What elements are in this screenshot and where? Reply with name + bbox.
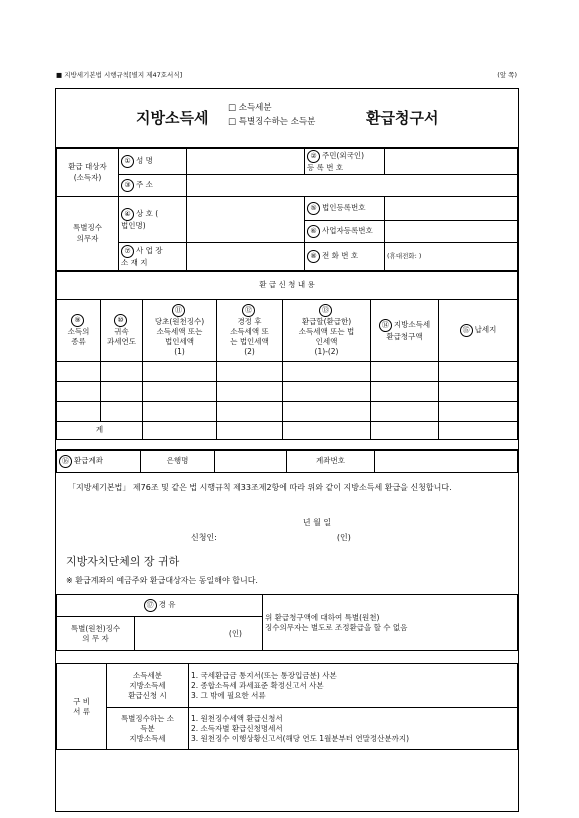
applicant-label: 환급 대상자 (소득자): [57, 149, 119, 197]
bank-field[interactable]: [215, 451, 287, 473]
account-label: ⑯ 환급계좌: [57, 451, 141, 473]
trade-label: ④ 상 호 ( 법인명): [119, 197, 187, 243]
confirm-table: [56, 594, 518, 651]
account-table: [56, 450, 518, 473]
tel-field[interactable]: (휴대전화: ): [385, 243, 518, 271]
option-income-tax[interactable]: □ 소득세분: [228, 103, 272, 113]
addressee: 지방자치단체의 장 귀하: [66, 555, 180, 569]
biz-label: ⑥ 사업자등록번호: [305, 221, 385, 243]
doc-group1-title: 소득세분 지방소득세 환급신청 시: [107, 664, 189, 708]
col-original-tax: ⑪ 당초(원천징수) 소득세액 또는 법인세액 (1): [143, 300, 217, 362]
addr-field[interactable]: [187, 175, 518, 197]
title-right: 환급청구서: [366, 109, 439, 127]
party-table: [56, 148, 518, 271]
corp-label: ⑤ 법인등록번호: [305, 197, 385, 221]
page-side: (앞 쪽): [497, 71, 517, 79]
name-label: ① 성 명: [119, 149, 187, 175]
table-row[interactable]: [57, 362, 518, 382]
acct-field[interactable]: [375, 451, 518, 473]
doc-group2-items: 1. 원천징수세액 환급신청서 2. 소득자별 환급신청명세서 3. 원천징수 이행상황신고서(해당 연도 1월분부터 연말정산분까지): [189, 708, 518, 750]
trade-field[interactable]: [187, 197, 305, 243]
doc-group2-title: 특별징수하는 소 득분 지방소득세: [107, 708, 189, 750]
total-row: 계: [57, 422, 518, 440]
loc-field[interactable]: [187, 243, 305, 271]
col-tax-year: ⑩ 귀속 과세연도: [101, 300, 143, 362]
table-row[interactable]: [57, 402, 518, 422]
corp-field[interactable]: [385, 197, 518, 221]
doc-group1-items: 1. 국세환급금 통지서(또는 통장입금분) 사본 2. 종합소득세 과세표준 확정신고서 사본 3. 그 밖에 필요한 서류: [189, 664, 518, 708]
reg-label: ② 주민(외국인) 등 록 번 호: [305, 149, 385, 175]
col-tax-place: ⑮ 납세지: [439, 300, 518, 362]
refund-table: [56, 271, 518, 450]
option-withholding[interactable]: □ 특별징수하는 소득분: [228, 117, 316, 128]
date-line: 년 월 일: [302, 518, 332, 528]
footnote: ※ 환급계좌의 예금주와 환급대상자는 동일해야 합니다.: [66, 576, 258, 586]
acct-label: 계좌번호: [287, 451, 375, 473]
sign-line: 신청인: (인): [191, 533, 351, 543]
col-income-type: ⑨ 소득의 종류: [57, 300, 101, 362]
bank-label: 은행명: [141, 451, 215, 473]
withholder-confirm-label: 특별(원천)징수 의 무 자: [57, 617, 135, 651]
table-row[interactable]: [57, 382, 518, 402]
col-revised-tax: ⑫ 경정 후 소득세액 또 는 법인세액 (2): [217, 300, 283, 362]
title-left: 지방소득세: [136, 109, 209, 127]
addr-label: ③ 주 소: [119, 175, 187, 197]
tel-label: ⑧ 전 화 번 호: [305, 243, 385, 271]
biz-field[interactable]: [385, 221, 518, 243]
withholder-label: 특별징수 의무자: [57, 197, 119, 271]
col-refund-tax: ⑬ 환급할(환급한) 소득세액 또는 법 인세액 (1)-(2): [283, 300, 371, 362]
refund-heading: 환 급 신 청 내 용: [57, 272, 518, 300]
title-options: [228, 101, 315, 130]
documents-table: [56, 663, 518, 750]
name-field[interactable]: [187, 149, 305, 175]
loc-label: ⑦ 사 업 장 소 재 지: [119, 243, 187, 271]
title-bar: [56, 89, 518, 148]
declaration: 「지방세기본법」 제76조 및 같은 법 시행규칙 제33조제2항에 따라 위와 같이 지방소득세 환급을 신청합니다.: [68, 483, 452, 492]
form-frame: [55, 88, 519, 812]
withholder-seal[interactable]: (인): [135, 617, 263, 651]
form-reference: ■ 지방세기본법 시행규칙[별지 제47호서식]: [56, 71, 183, 79]
documents-label: 구 비 서 류: [57, 664, 107, 750]
reg-field[interactable]: [385, 149, 518, 175]
col-claim-amount: ⑭ 지방소득세 환급청구액: [371, 300, 439, 362]
confirm-label: ⑰ 경 유: [57, 595, 263, 617]
confirm-text: 위 환급청구액에 대하여 특별(원천) 징수의무자는 별도로 조정환급을 할 수 없음: [263, 595, 518, 651]
